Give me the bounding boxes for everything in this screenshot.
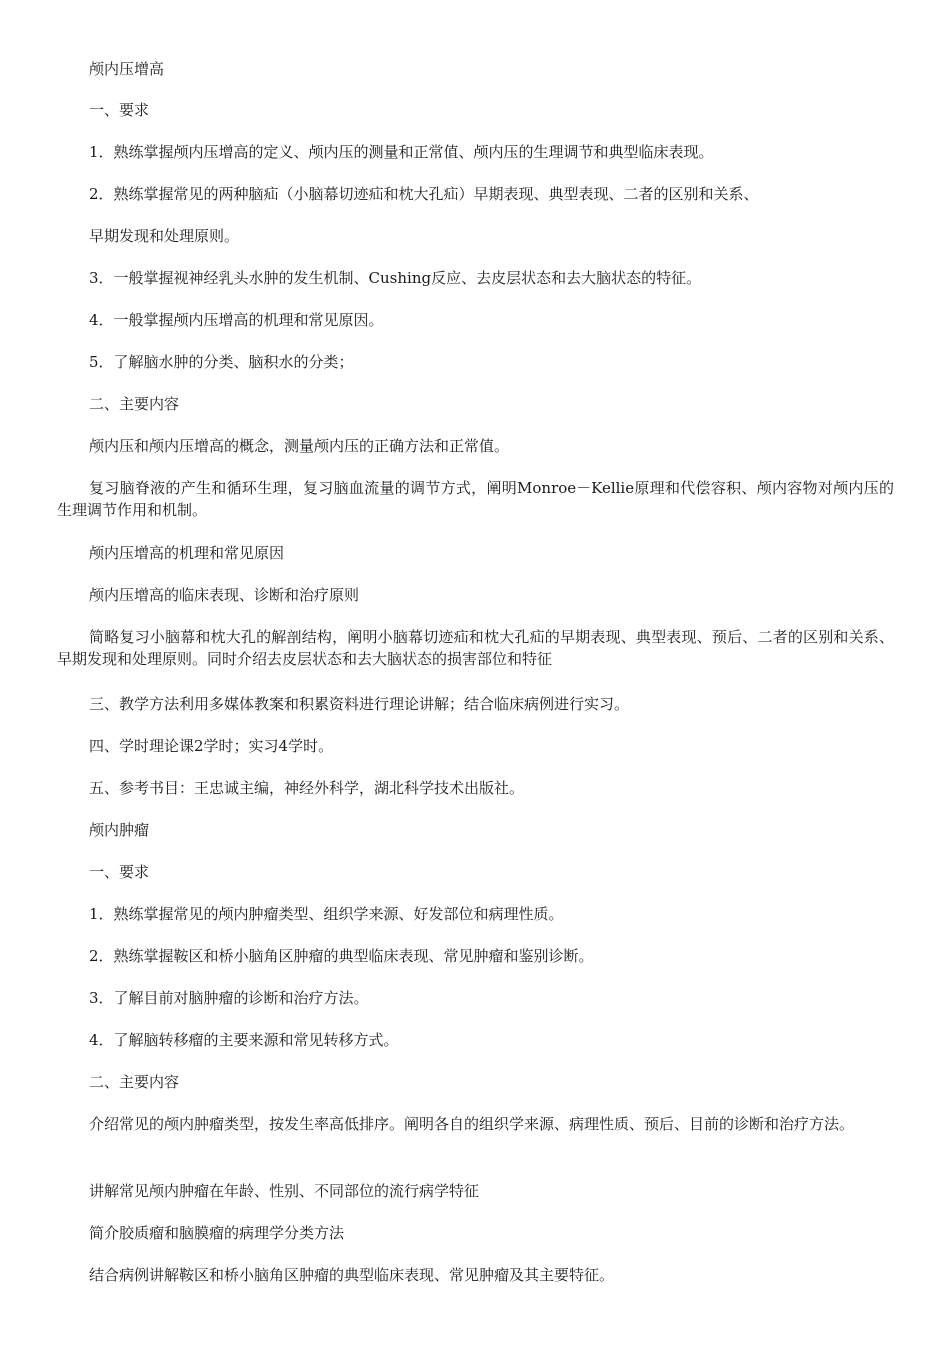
content-paragraph: 颅内压增高的机理和常见原因 xyxy=(89,544,285,562)
requirements-heading: 一、要求 xyxy=(89,863,150,881)
content-paragraph: 简略复习小脑幕和枕大孔的解剖结构，阐明小脑幕切迹疝和枕大孔疝的早期表现、典型表现、预后、二者的区别和关系、早期发现和处理原则。同时介绍去皮层状态和去大脑状态的损害部位和特征 xyxy=(57,628,894,668)
requirements-heading: 一、要求 xyxy=(89,101,150,119)
content-paragraph: 讲解常见颅内肿瘤在年龄、性别、不同部位的流行病学特征 xyxy=(89,1182,480,1200)
reference-books: 五、参考书目：王忠诚主编，神经外科学，湖北科学技术出版社。 xyxy=(89,779,525,797)
requirement-item: 2．熟练掌握鞍区和桥小脑角区肿瘤的典型临床表现、常见肿瘤和鉴别诊断。 xyxy=(89,947,594,965)
requirement-item: 1．熟练掌握颅内压增高的定义、颅内压的测量和正常值、颅内压的生理调节和典型临床表现。 xyxy=(89,143,714,161)
teaching-method: 三、教学方法利用多媒体教案和积累资料进行理论讲解；结合临床病例进行实习。 xyxy=(89,695,630,713)
requirement-item: 2．熟练掌握常见的两种脑疝（小脑幕切迹疝和枕大孔疝）早期表现、典型表现、二者的区别和关系、 xyxy=(89,185,759,203)
requirement-item: 5．了解脑水肿的分类、脑积水的分类； xyxy=(89,353,354,371)
requirement-item: 3．一般掌握视神经乳头水肿的发生机制、Cushing反应、去皮层状态和去大脑状态的特征。 xyxy=(89,269,702,287)
content-heading: 二、主要内容 xyxy=(89,395,180,413)
requirement-item: 1．熟练掌握常见的颅内肿瘤类型、组织学来源、好发部位和病理性质。 xyxy=(89,905,564,923)
requirement-item: 3．了解目前对脑肿瘤的诊断和治疗方法。 xyxy=(89,989,369,1007)
content-paragraph: 结合病例讲解鞍区和桥小脑角区肿瘤的典型临床表现、常见肿瘤及其主要特征。 xyxy=(89,1266,615,1284)
content-paragraph: 颅内压和颅内压增高的概念，测量颅内压的正确方法和正常值。 xyxy=(89,437,510,455)
teaching-hours: 四、学时理论课2学时；实习4学时。 xyxy=(89,737,334,755)
requirement-item: 4．一般掌握颅内压增高的机理和常见原因。 xyxy=(89,311,384,329)
content-heading: 二、主要内容 xyxy=(89,1073,180,1091)
content-paragraph: 简介胶质瘤和脑膜瘤的病理学分类方法 xyxy=(89,1224,345,1242)
section-title: 颅内肿瘤 xyxy=(89,821,150,839)
requirement-item-continuation: 早期发现和处理原则。 xyxy=(89,227,240,245)
content-paragraph: 颅内压增高的临床表现、诊断和治疗原则 xyxy=(89,586,360,604)
section-title: 颅内压增高 xyxy=(89,60,165,78)
content-paragraph: 复习脑脊液的产生和循环生理，复习脑血流量的调节方式，阐明Monroe－Kellie原理和代偿容积、颅内容物对颅内压的生理调节作用和机制。 xyxy=(57,479,894,519)
content-paragraph: 介绍常见的颅内肿瘤类型，按发生率高低排序。阐明各自的组织学来源、病理性质、预后、目前的诊断和治疗方法。 xyxy=(89,1115,855,1133)
requirement-item: 4．了解脑转移瘤的主要来源和常见转移方式。 xyxy=(89,1031,399,1049)
